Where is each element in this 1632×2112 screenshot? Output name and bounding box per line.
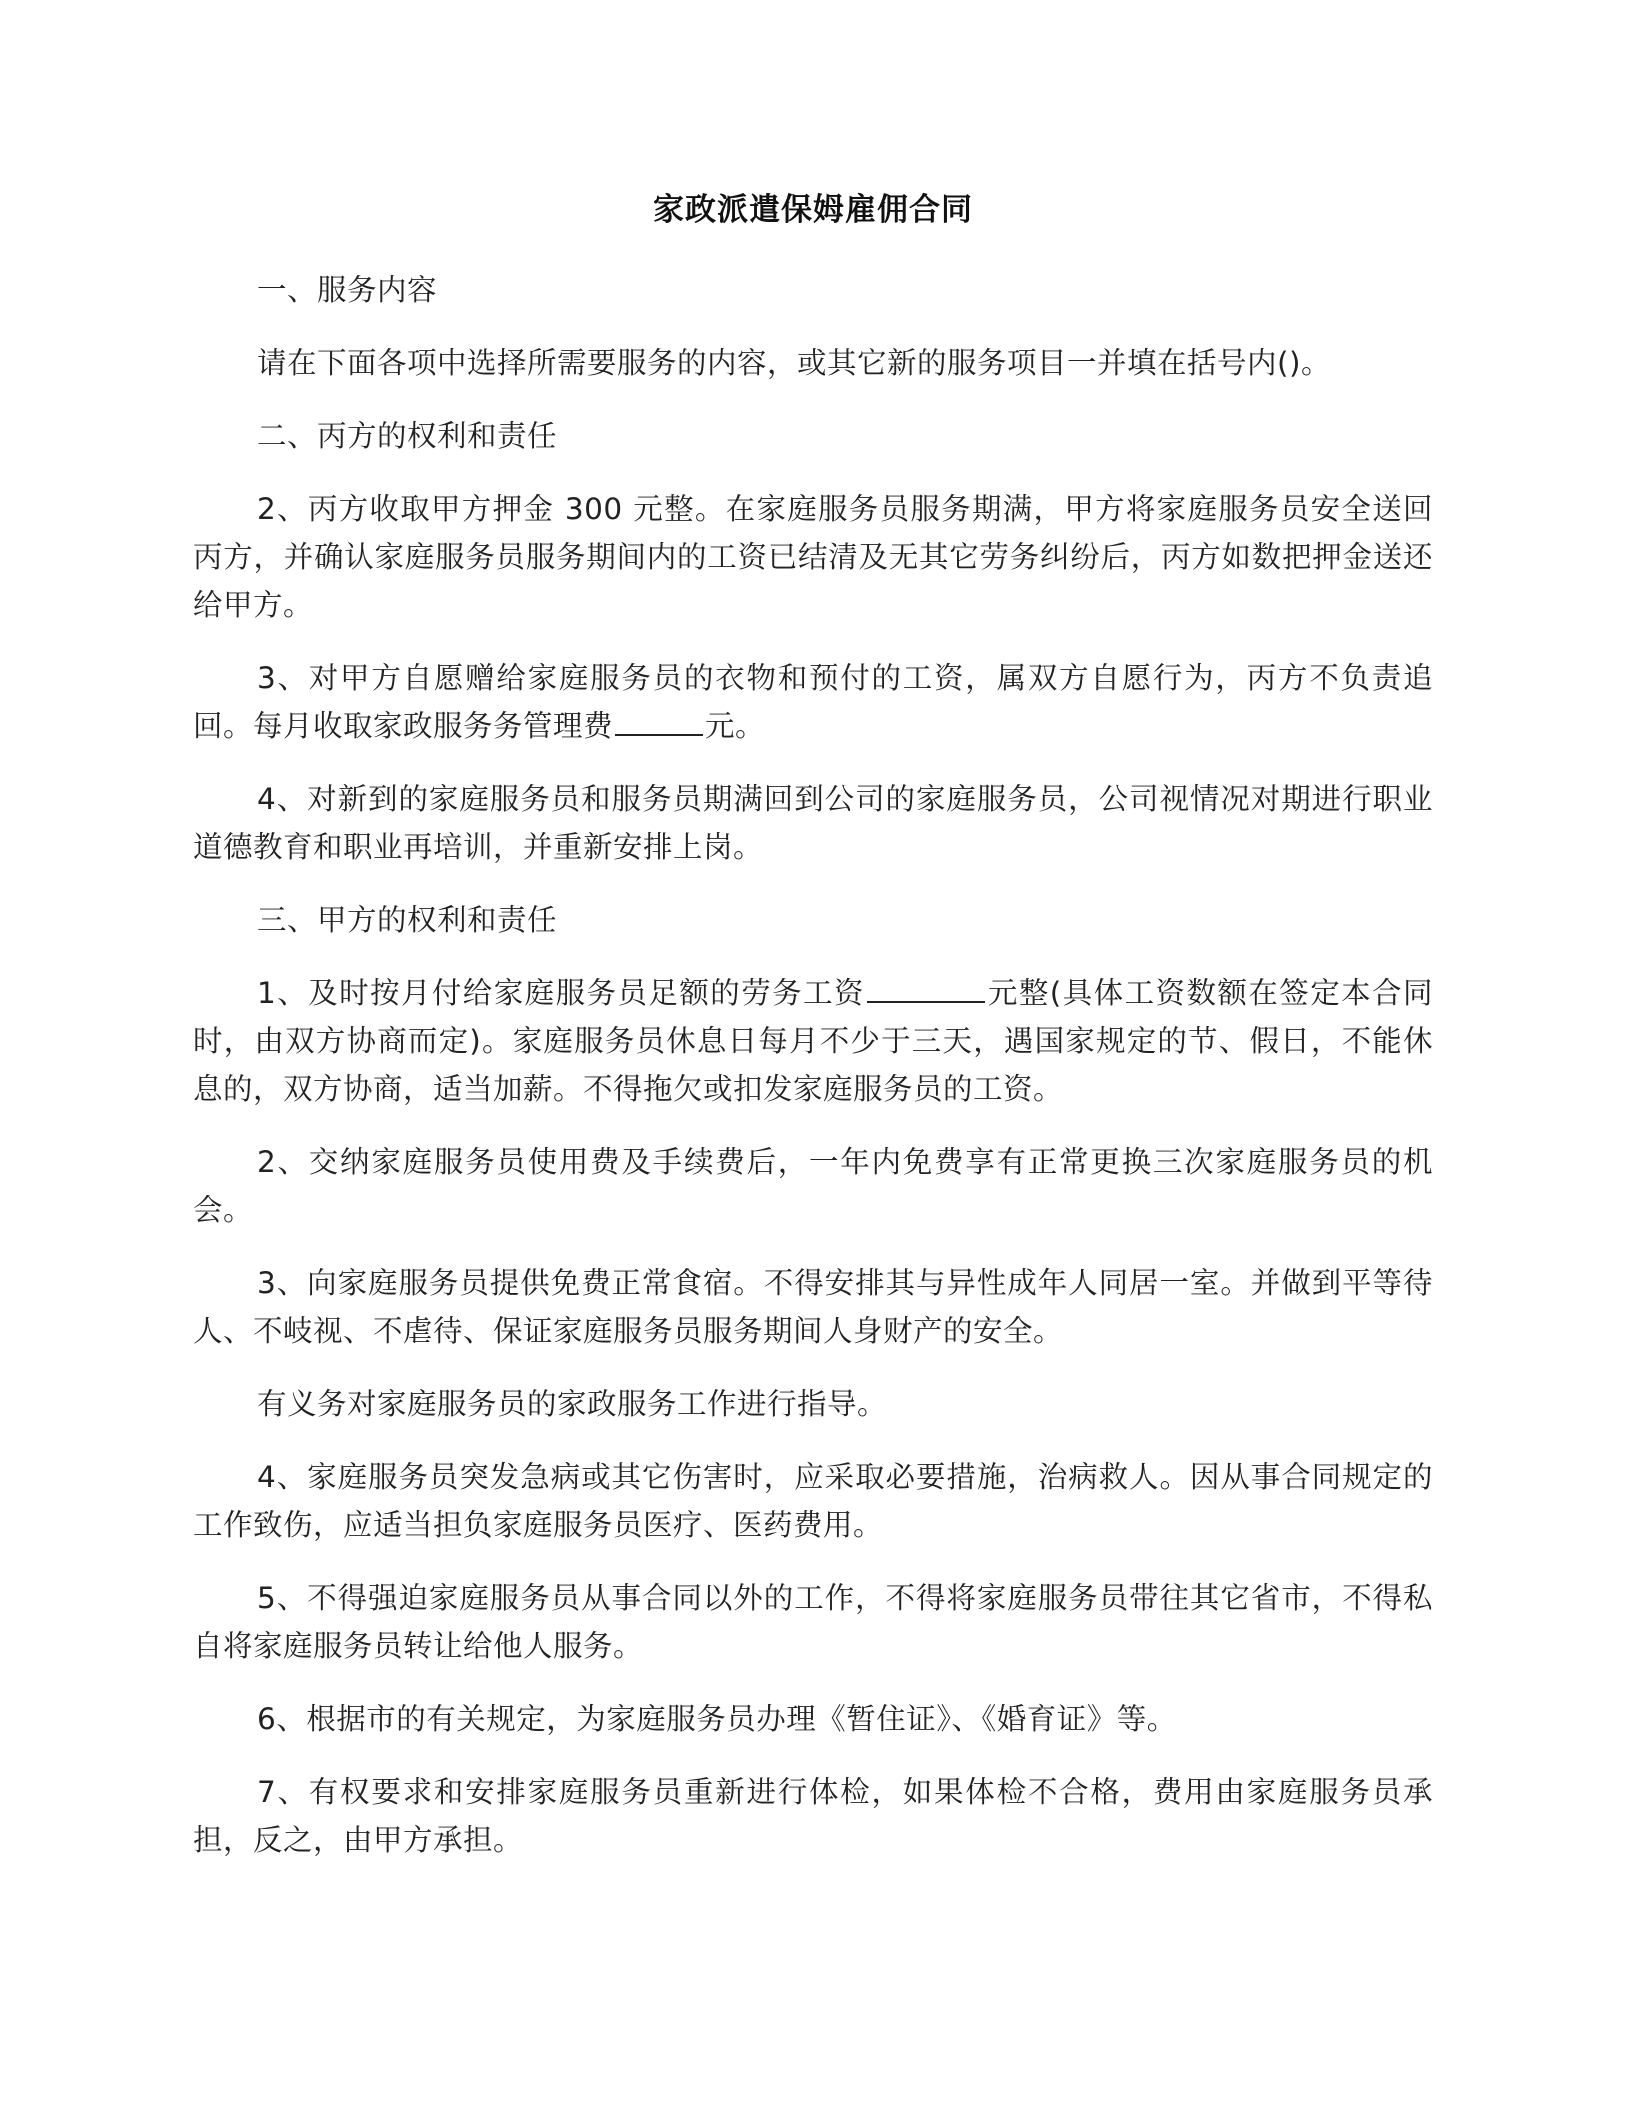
section-1-paragraph: 请在下面各项中选择所需要服务的内容，或其它新的服务项目一并填在括号内()。	[257, 346, 1332, 380]
section-2-heading: 二、丙方的权利和责任	[257, 419, 558, 453]
wage-amount-blank[interactable]	[867, 971, 985, 1003]
document-title: 家政派遣保姆雇佣合同	[653, 192, 973, 228]
section-2-clause-2: 2、丙方收取甲方押金 300 元整。在家庭服务员服务期满，甲方将家庭服务员安全送回丙方，并确认家庭服务员服务期间内的工资已结清及无其它劳务纠纷后，丙方如数把押金送还给甲方。	[193, 492, 1433, 622]
section-3-heading: 三、甲方的权利和责任	[257, 903, 558, 937]
section-3-clause-6: 6、根据市的有关规定，为家庭服务员办理《暂住证》、《婚育证》等。	[257, 1702, 1177, 1736]
management-fee-blank[interactable]	[615, 704, 703, 736]
section-2-clause-4: 4、对新到的家庭服务员和服务员期满回到公司的家庭服务员，公司视情况对期进行职业道德教育和职业再培训，并重新安排上岗。	[193, 782, 1433, 864]
clause-text: 3、对甲方自愿赠给家庭服务员的衣物和预付的工资，属双方自愿行为，丙方不负责追回。每月收取家政服务务管理费	[193, 661, 1433, 743]
section-3-clause-5: 5、不得强迫家庭服务员从事合同以外的工作，不得将家庭服务员带往其它省市，不得私自将家庭服务员转让给他人服务。	[193, 1581, 1433, 1663]
section-3-clause-3: 3、向家庭服务员提供免费正常食宿。不得安排其与异性成年人同居一室。并做到平等待人、不岐视、不虐待、保证家庭服务员服务期间人身财产的安全。	[193, 1266, 1433, 1348]
section-2-clause-3	[193, 654, 1433, 750]
section-3-clause-2: 2、交纳家庭服务员使用费及手续费后，一年内免费享有正常更换三次家庭服务员的机会。	[193, 1145, 1433, 1227]
section-3-clause-1	[193, 969, 1433, 1113]
section-3-clause-3-note: 有义务对家庭服务员的家政服务工作进行指导。	[257, 1387, 888, 1421]
section-3-clause-7: 7、有权要求和安排家庭服务员重新进行体检，如果体检不合格，费用由家庭服务员承担，反之，由甲方承担。	[193, 1775, 1433, 1857]
section-1-heading: 一、服务内容	[257, 273, 438, 307]
clause-text: 元。	[705, 709, 766, 743]
clause-text: 1、及时按月付给家庭服务员足额的劳务工资	[257, 976, 865, 1010]
document-page	[193, 190, 1433, 1889]
section-3-clause-4: 4、家庭服务员突发急病或其它伤害时，应采取必要措施，治病救人。因从事合同规定的工作致伤，应适当担负家庭服务员医疗、医药费用。	[193, 1460, 1433, 1542]
clause-text: 元整(具体工资数额在签定本合同时，由双方协商而定)。家庭服务员休息日每月不少于三天，遇国家规定的节、假日，不能休息的，双方协商，适当加薪。不得拖欠或扣发家庭服务员的工资。	[193, 976, 1433, 1106]
